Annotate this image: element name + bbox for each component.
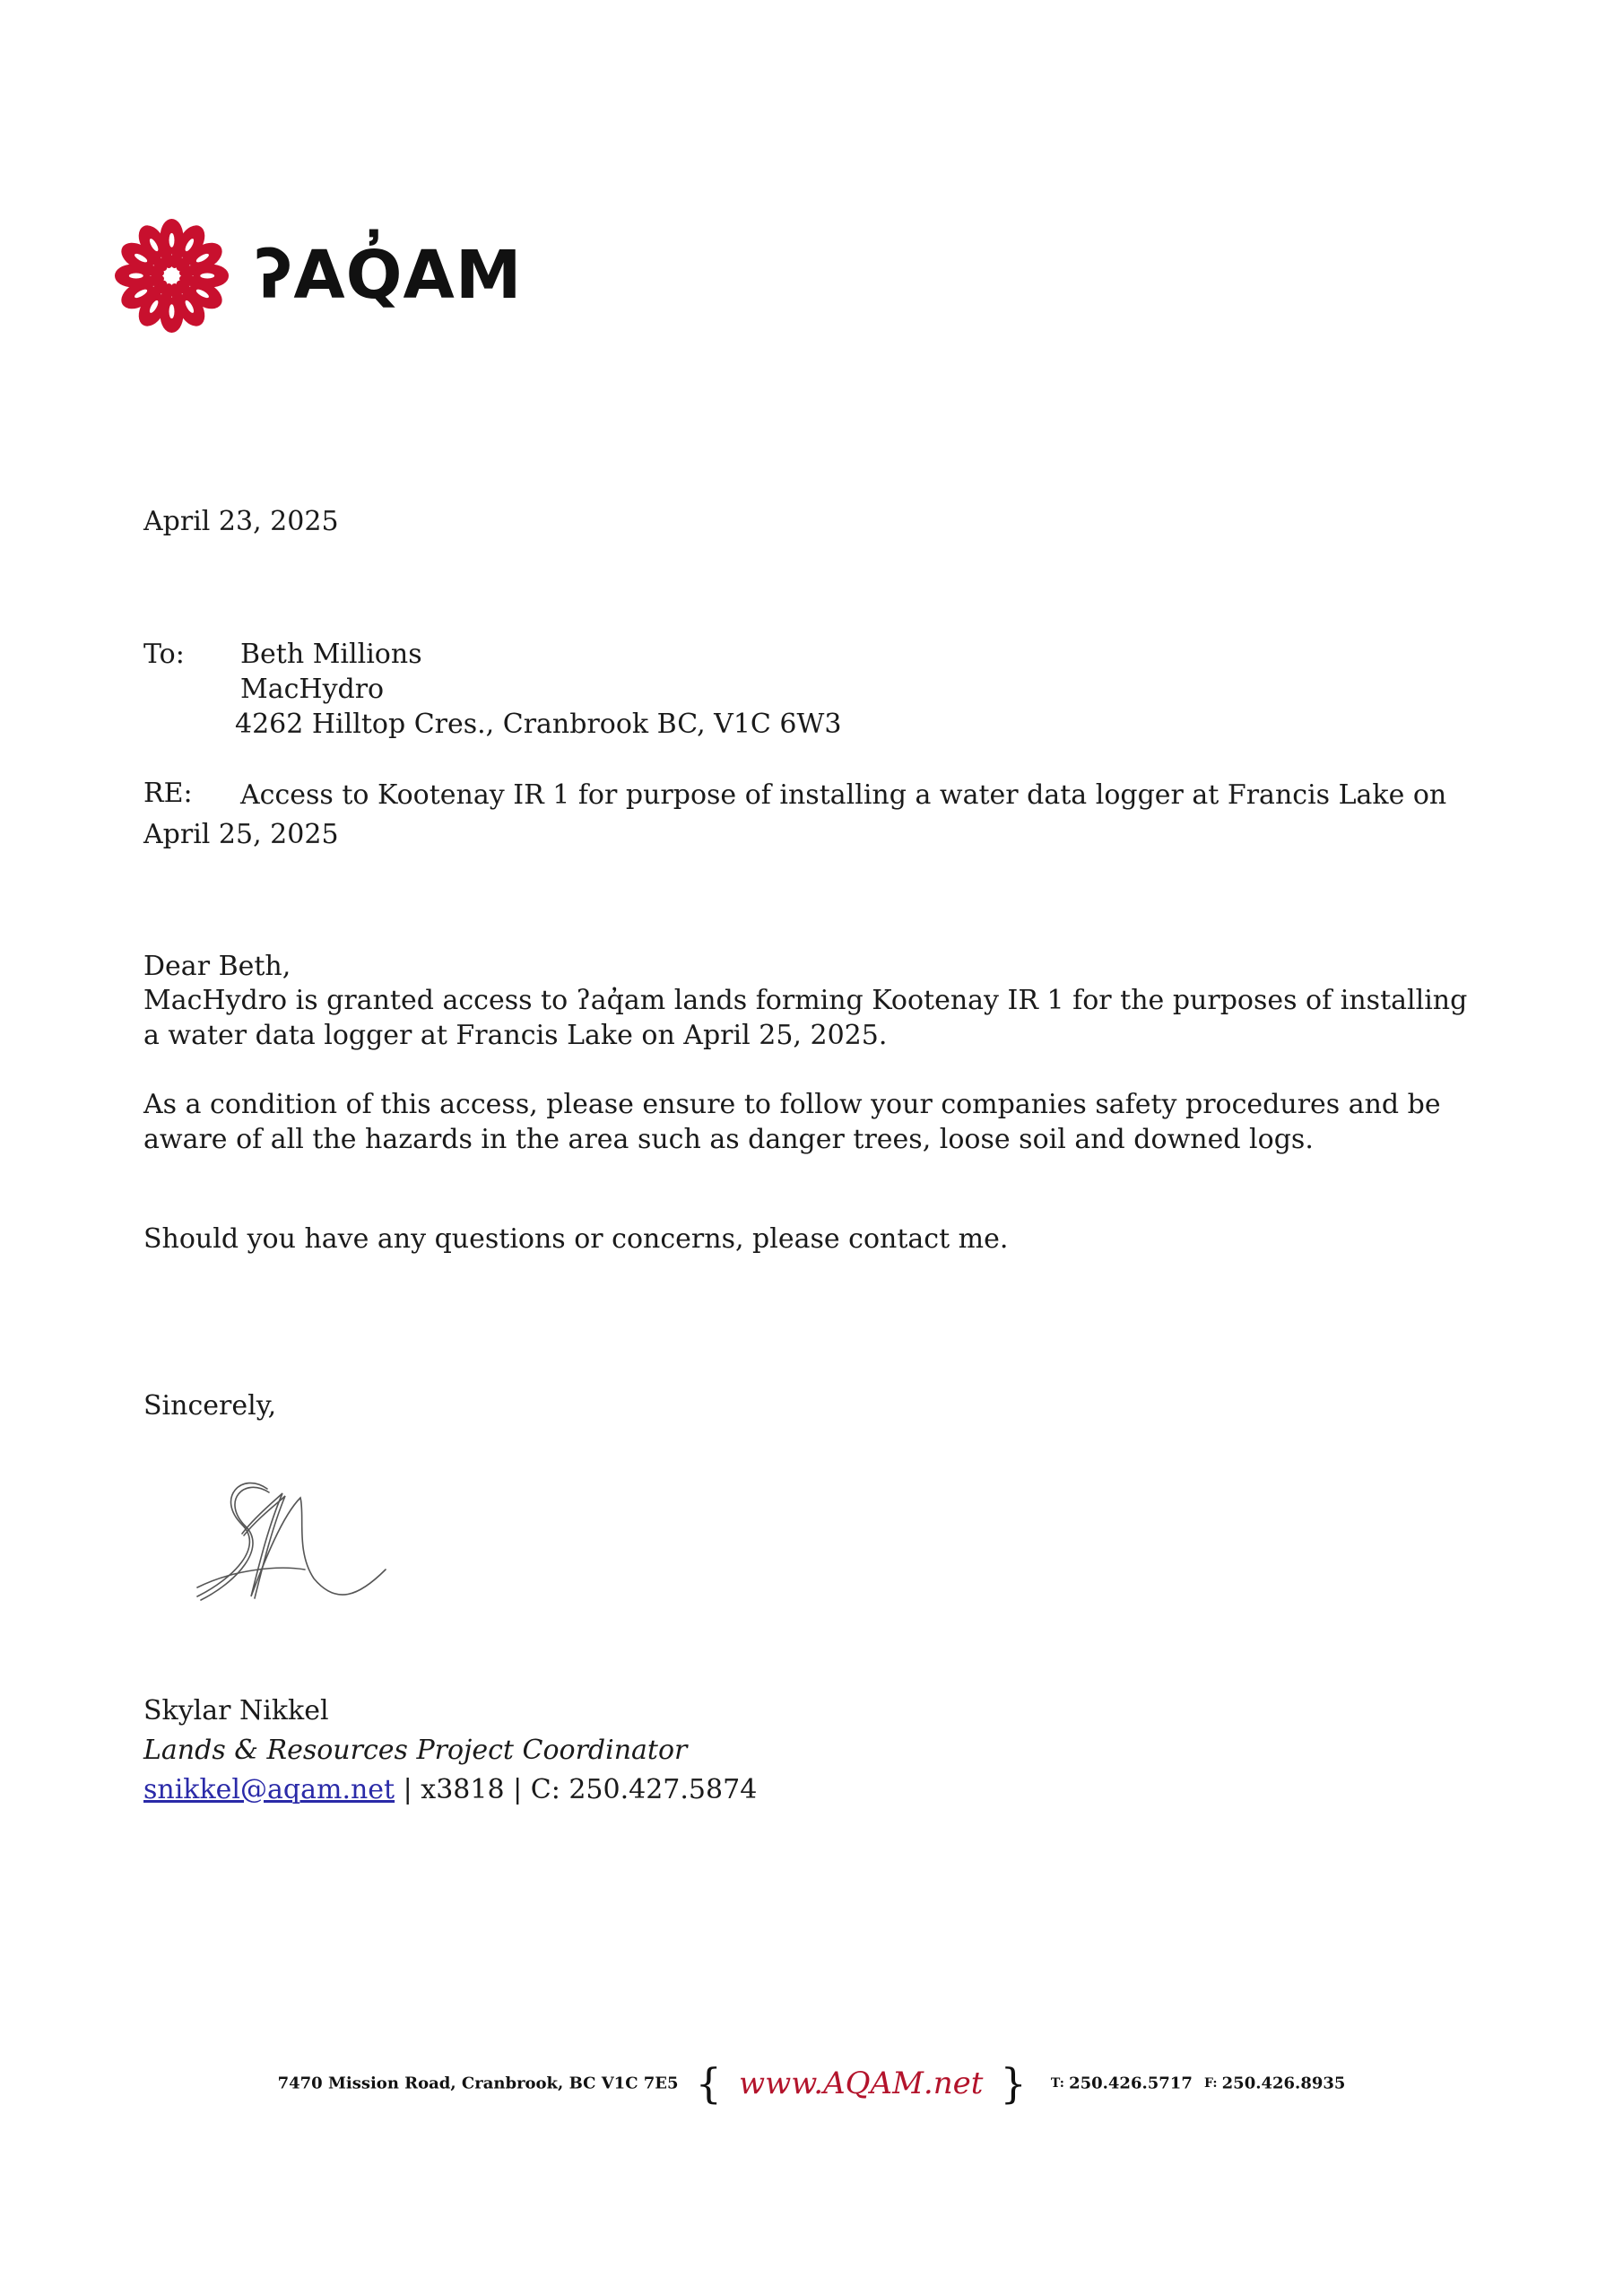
footer-open-brace: { xyxy=(695,2059,722,2108)
footer-fax-label: F: xyxy=(1203,2076,1218,2091)
footer-website[interactable]: www.AQAM.net xyxy=(739,2066,984,2101)
flower-petal-vein xyxy=(169,233,175,248)
contact-details: | x3818 | C: 250.427.5874 xyxy=(395,1774,758,1805)
flower-petal-vein xyxy=(129,274,143,279)
logo-wordmark: ʔAQ̓AM xyxy=(255,237,523,314)
footer-phone: 250.426.5717 xyxy=(1069,2074,1193,2093)
signatory-name: Skylar Nikkel xyxy=(143,1695,329,1726)
handwritten-signature xyxy=(179,1462,412,1614)
signatory-title: Lands & Resources Project Coordinator xyxy=(143,1735,688,1766)
email-link[interactable]: snikkel@aqam.net xyxy=(143,1774,395,1805)
re-subject: Access to Kootenay IR 1 for purpose of installing a water data logger at Francis Lake on April 25, 2025 xyxy=(143,779,1447,850)
recipient-address: 4262 Hilltop Cres., Cranbrook BC, V1C 6W3 xyxy=(235,709,842,740)
body-paragraph: Should you have any questions or concerns, please contact me. xyxy=(143,1223,1009,1255)
letterhead-footer xyxy=(0,2059,1623,2108)
footer-address: 7470 Mission Road, Cranbrook, BC V1C 7E5 xyxy=(277,2074,679,2093)
recipient-company: MacHydro xyxy=(240,674,385,705)
closing: Sincerely, xyxy=(143,1390,277,1422)
aqam-logo xyxy=(111,215,523,336)
footer-fax: 250.426.8935 xyxy=(1221,2074,1346,2093)
body-paragraph: MacHydro is granted access to ʔaq̓am lands forming Kootenay IR 1 for the purposes of installing a water data logger at Francis Lake on April 25, 2025. xyxy=(143,985,1468,1051)
to-label: To: xyxy=(143,639,185,670)
flower-petal-vein xyxy=(200,274,214,279)
greeting: Dear Beth, xyxy=(143,951,291,982)
recipient-name: Beth Millions xyxy=(240,639,422,670)
flower-petal-vein xyxy=(169,304,175,318)
re-label: RE: xyxy=(143,778,193,809)
letter-date: April 23, 2025 xyxy=(143,506,339,537)
signatory-contact xyxy=(143,1772,757,1807)
body-paragraph: As a condition of this access, please ensure to follow your companies safety procedures and be aware of all the hazards in the area such as danger trees, loose soil and downed logs. xyxy=(143,1089,1441,1155)
flower-logo-icon xyxy=(111,215,232,336)
footer-close-brace: } xyxy=(1000,2059,1027,2108)
footer-phone-label: T: xyxy=(1050,2076,1064,2091)
